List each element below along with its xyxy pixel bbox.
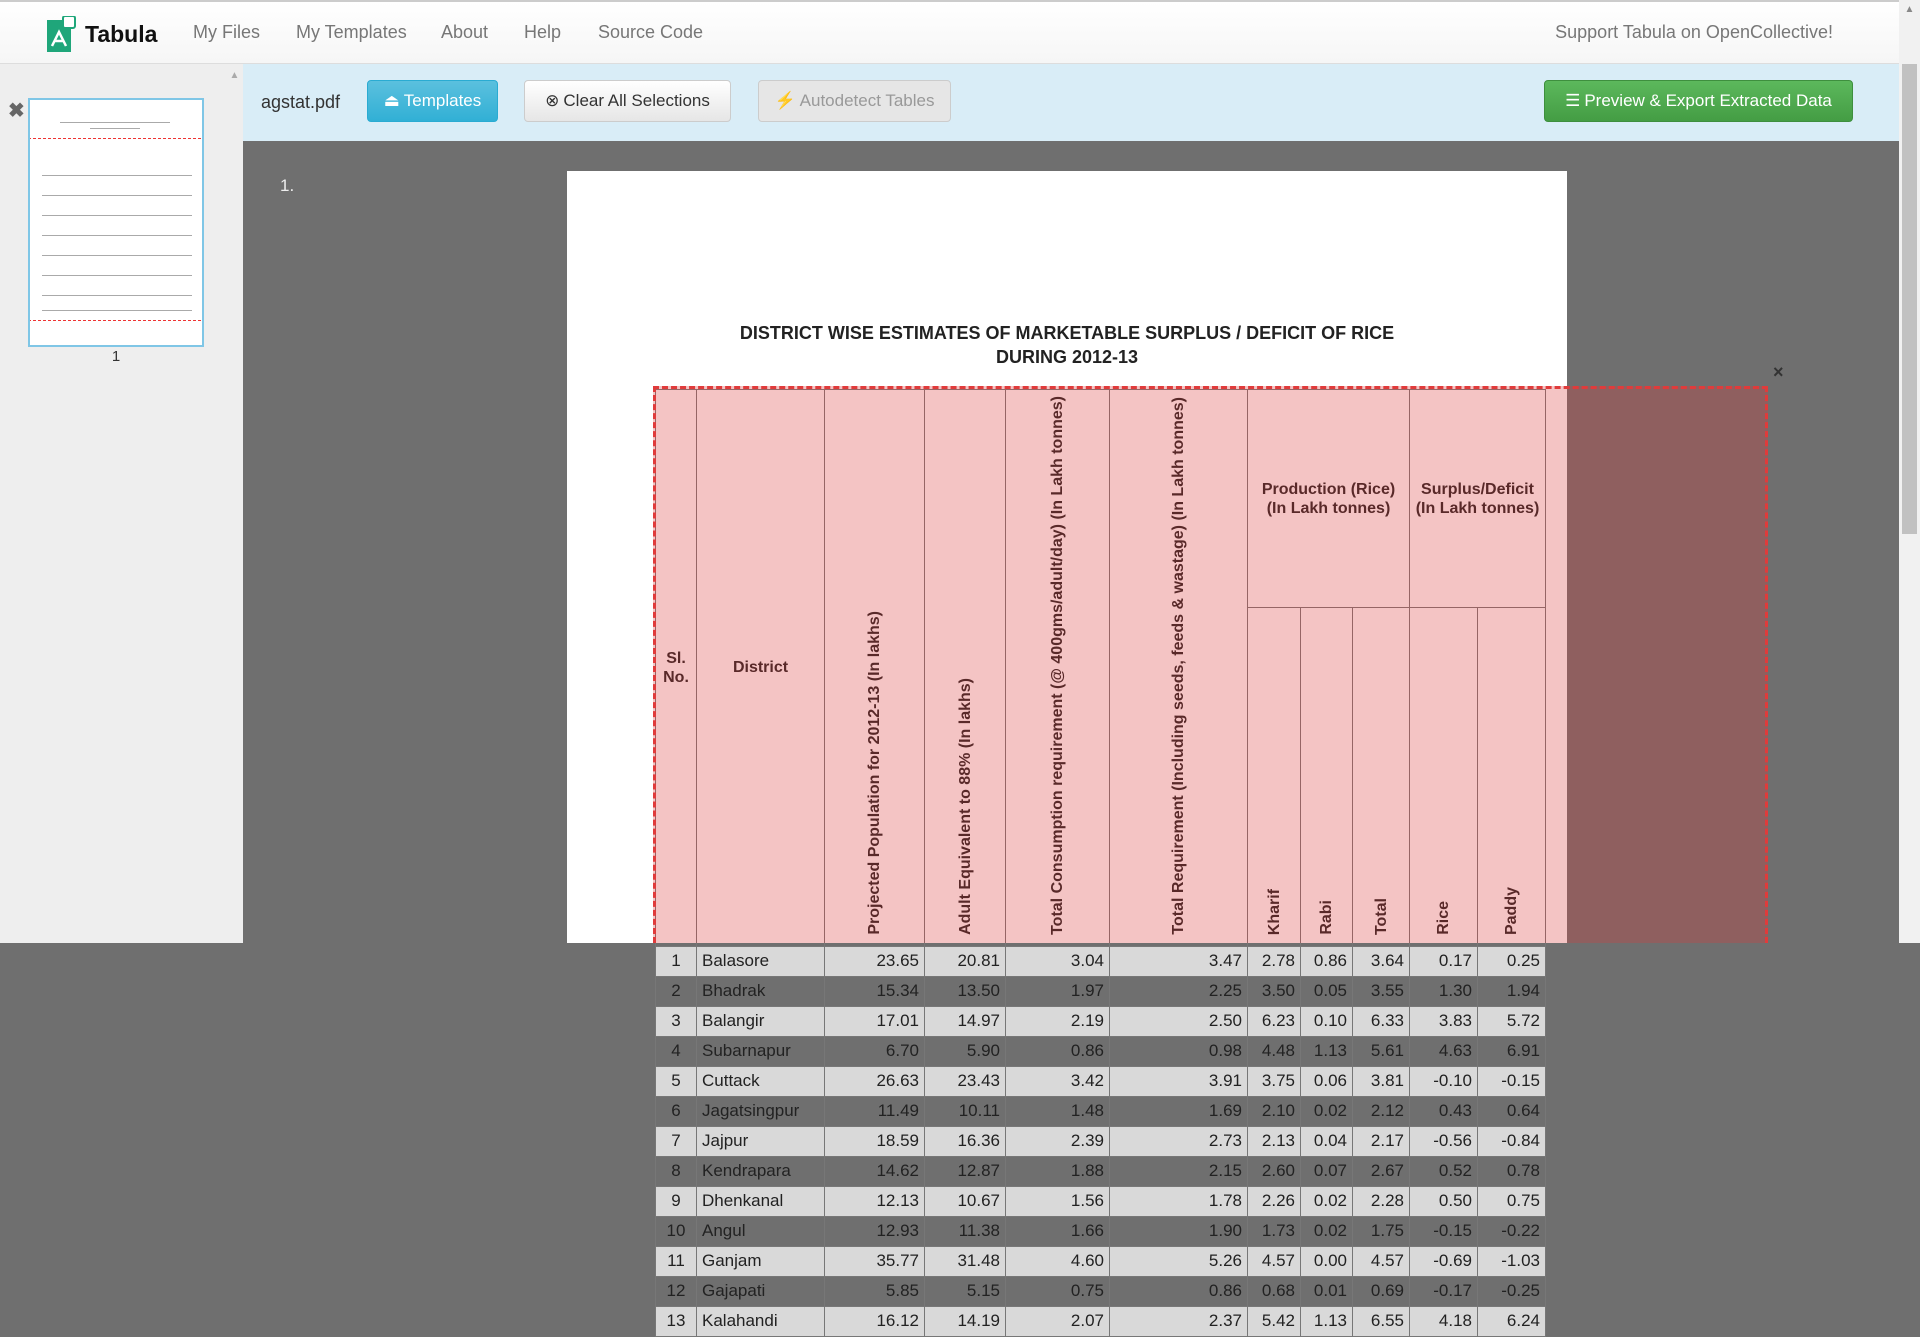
table-cell: -0.25 bbox=[1478, 1276, 1546, 1306]
table-cell: -0.10 bbox=[1410, 1066, 1478, 1096]
table-cell: 0.86 bbox=[1301, 946, 1353, 976]
table-cell: 4.63 bbox=[1410, 1036, 1478, 1066]
table-cell: 0.01 bbox=[1301, 1276, 1353, 1306]
title-line-1: DISTRICT WISE ESTIMATES OF MARKETABLE SURPLUS / DEFICIT OF RICE bbox=[739, 323, 1395, 343]
table-cell: 14.62 bbox=[825, 1156, 925, 1186]
table-cell: 10.67 bbox=[925, 1186, 1006, 1216]
table-cell: 5.42 bbox=[1248, 1306, 1301, 1336]
table-cell: 31.48 bbox=[925, 1246, 1006, 1276]
header-consumption: Total Consumption requirement (@ 400gms/adult/day) (In Lakh tonnes) bbox=[1006, 390, 1110, 947]
table-cell: 1.94 bbox=[1478, 976, 1546, 1006]
table-cell: 5.15 bbox=[925, 1276, 1006, 1306]
preview-export-button[interactable] bbox=[1544, 80, 1853, 122]
table-row bbox=[656, 1156, 1546, 1186]
table-cell: 0.05 bbox=[1301, 976, 1353, 1006]
table-cell: 0.07 bbox=[1301, 1156, 1353, 1186]
table-cell: 4.60 bbox=[1006, 1246, 1110, 1276]
table-cell: -0.69 bbox=[1410, 1246, 1478, 1276]
table-cell: 0.50 bbox=[1410, 1186, 1478, 1216]
thumbnail-page-number: 1 bbox=[111, 348, 121, 365]
navbar bbox=[0, 0, 1899, 64]
table-row bbox=[656, 1006, 1546, 1036]
table-cell: Subarnapur bbox=[697, 1036, 825, 1066]
filename: agstat.pdf bbox=[261, 92, 341, 112]
table-cell: 0.06 bbox=[1301, 1066, 1353, 1096]
support-link[interactable]: Support Tabula on OpenCollective! bbox=[1555, 22, 1833, 42]
table-cell: 1.75 bbox=[1353, 1216, 1410, 1246]
table-cell: 4.18 bbox=[1410, 1306, 1478, 1336]
table-cell: 2.50 bbox=[1110, 1006, 1248, 1036]
table-row bbox=[656, 976, 1546, 1006]
table-cell: 10 bbox=[656, 1216, 697, 1246]
table-cell: Kendrapara bbox=[697, 1156, 825, 1186]
table-cell: Dhenkanal bbox=[697, 1186, 825, 1216]
table-cell: 14.19 bbox=[925, 1306, 1006, 1336]
table-cell: 1.66 bbox=[1006, 1216, 1110, 1246]
table-cell: Jagatsingpur bbox=[697, 1096, 825, 1126]
table-cell: 11 bbox=[656, 1246, 697, 1276]
table-cell: 2.25 bbox=[1110, 976, 1248, 1006]
title-line-2: DURING 2012-13 bbox=[995, 347, 1139, 367]
table-cell: 3.50 bbox=[1248, 976, 1301, 1006]
table-cell: 11.49 bbox=[825, 1096, 925, 1126]
scroll-up-icon[interactable]: ▲ bbox=[1904, 4, 1915, 15]
table-cell: 0.69 bbox=[1353, 1276, 1410, 1306]
table-cell: 0.75 bbox=[1006, 1276, 1110, 1306]
table-cell: 6.55 bbox=[1353, 1306, 1410, 1336]
nav-my-files[interactable]: My Files bbox=[193, 22, 260, 42]
table-cell: 2.78 bbox=[1248, 946, 1301, 976]
clear-label: Clear All Selections bbox=[563, 91, 710, 110]
table-cell: 26.63 bbox=[825, 1066, 925, 1096]
table-cell: 10.11 bbox=[925, 1096, 1006, 1126]
remove-page-icon[interactable]: ✖ bbox=[8, 100, 25, 122]
table-row bbox=[656, 1036, 1546, 1066]
table-cell: 23.65 bbox=[825, 946, 925, 976]
table-cell: 12.87 bbox=[925, 1156, 1006, 1186]
table-cell: 0.25 bbox=[1478, 946, 1546, 976]
table-cell: 0.52 bbox=[1410, 1156, 1478, 1186]
table-row bbox=[656, 1246, 1546, 1276]
table-cell: 12.93 bbox=[825, 1216, 925, 1246]
table-cell: 4.57 bbox=[1248, 1246, 1301, 1276]
table-cell: 1.73 bbox=[1248, 1216, 1301, 1246]
header-paddy: Paddy bbox=[1478, 608, 1546, 947]
table-cell: 2.12 bbox=[1353, 1096, 1410, 1126]
table-cell: 1.48 bbox=[1006, 1096, 1110, 1126]
table-cell: 0.75 bbox=[1478, 1186, 1546, 1216]
header-kharif: Kharif bbox=[1248, 608, 1301, 947]
table-row bbox=[656, 1216, 1546, 1246]
table-cell: 1.90 bbox=[1110, 1216, 1248, 1246]
table-cell: 2.60 bbox=[1248, 1156, 1301, 1186]
table-cell: Angul bbox=[697, 1216, 825, 1246]
table-cell: 3.81 bbox=[1353, 1066, 1410, 1096]
table-cell: 0.02 bbox=[1301, 1096, 1353, 1126]
nav-about[interactable]: About bbox=[441, 22, 489, 42]
header-rabi: Rabi bbox=[1301, 608, 1353, 947]
table-cell: 12.13 bbox=[825, 1186, 925, 1216]
table-cell: 5.72 bbox=[1478, 1006, 1546, 1036]
table-cell: 9 bbox=[656, 1186, 697, 1216]
table-row bbox=[656, 1126, 1546, 1156]
table-cell: -0.84 bbox=[1478, 1126, 1546, 1156]
table-cell: 2.37 bbox=[1110, 1306, 1248, 1336]
table-row bbox=[656, 946, 1546, 976]
table-cell: Gajapati bbox=[697, 1276, 825, 1306]
table-cell: 3.83 bbox=[1410, 1006, 1478, 1036]
table-cell: 0.02 bbox=[1301, 1186, 1353, 1216]
table-cell: 3.75 bbox=[1248, 1066, 1301, 1096]
table-cell: 1.69 bbox=[1110, 1096, 1248, 1126]
table-cell: 2.67 bbox=[1353, 1156, 1410, 1186]
page-scrollbar[interactable] bbox=[1899, 0, 1920, 943]
nav-help[interactable]: Help bbox=[524, 22, 562, 42]
table-cell: 6.24 bbox=[1478, 1306, 1546, 1336]
table-cell: 0.78 bbox=[1478, 1156, 1546, 1186]
table-cell: -0.15 bbox=[1478, 1066, 1546, 1096]
table-cell: 12 bbox=[656, 1276, 697, 1306]
table-cell: 4.57 bbox=[1353, 1246, 1410, 1276]
autodetect-tables-button[interactable] bbox=[758, 80, 951, 122]
table-cell: 0.17 bbox=[1410, 946, 1478, 976]
table-cell: 2.13 bbox=[1248, 1126, 1301, 1156]
table-cell: 2.17 bbox=[1353, 1126, 1410, 1156]
table-cell: 6.70 bbox=[825, 1036, 925, 1066]
table-cell: 1.13 bbox=[1301, 1036, 1353, 1066]
table-cell: 16.36 bbox=[925, 1126, 1006, 1156]
table-row bbox=[656, 1306, 1546, 1336]
table-cell: 0.00 bbox=[1301, 1246, 1353, 1276]
table-cell: 5.26 bbox=[1110, 1246, 1248, 1276]
templates-button[interactable] bbox=[367, 80, 498, 122]
table-cell: 1.97 bbox=[1006, 976, 1110, 1006]
table-cell: Kalahandi bbox=[697, 1306, 825, 1336]
clear-all-selections-button[interactable] bbox=[524, 80, 731, 122]
nav-source-code[interactable]: Source Code bbox=[598, 22, 704, 42]
brand[interactable] bbox=[47, 16, 157, 52]
table-cell: 3 bbox=[656, 1006, 697, 1036]
table-cell: 2 bbox=[656, 976, 697, 1006]
table-cell: 6.33 bbox=[1353, 1006, 1410, 1036]
table-cell: 4.48 bbox=[1248, 1036, 1301, 1066]
table-cell: 3.91 bbox=[1110, 1066, 1248, 1096]
table-cell: 7 bbox=[656, 1126, 697, 1156]
table-cell: 2.26 bbox=[1248, 1186, 1301, 1216]
table-cell: -1.03 bbox=[1478, 1246, 1546, 1276]
table-cell: 35.77 bbox=[825, 1246, 925, 1276]
table-cell: 15.34 bbox=[825, 976, 925, 1006]
table-cell: 18.59 bbox=[825, 1126, 925, 1156]
scrollbar-thumb[interactable] bbox=[1902, 64, 1917, 534]
header-production: Production (Rice) (In Lakh tonnes) bbox=[1248, 390, 1410, 608]
table-cell: 6.91 bbox=[1478, 1036, 1546, 1066]
table-cell: Cuttack bbox=[697, 1066, 825, 1096]
table-cell: 16.12 bbox=[825, 1306, 925, 1336]
table-cell: 11.38 bbox=[925, 1216, 1006, 1246]
table-cell: 0.98 bbox=[1110, 1036, 1248, 1066]
table-cell: 3.04 bbox=[1006, 946, 1110, 976]
tabula-logo-icon bbox=[47, 16, 77, 52]
lightning-icon: ⚡ bbox=[774, 91, 796, 110]
table-cell: 23.43 bbox=[925, 1066, 1006, 1096]
header-sl-no: Sl. No. bbox=[656, 390, 697, 947]
table-cell: 13.50 bbox=[925, 976, 1006, 1006]
table-cell: -0.17 bbox=[1410, 1276, 1478, 1306]
header-population: Projected Population for 2012-13 (In lakhs) bbox=[825, 390, 925, 947]
table-cell: 6 bbox=[656, 1096, 697, 1126]
table-cell: 3.55 bbox=[1353, 976, 1410, 1006]
table-cell: 3.42 bbox=[1006, 1066, 1110, 1096]
table-cell: 0.04 bbox=[1301, 1126, 1353, 1156]
header-adult-equivalent: Adult Equivalent to 88% (In lakhs) bbox=[925, 390, 1006, 947]
table-cell: 5 bbox=[656, 1066, 697, 1096]
table-cell: 2.73 bbox=[1110, 1126, 1248, 1156]
list-icon: ☰ bbox=[1565, 91, 1581, 110]
table-row bbox=[656, 1276, 1546, 1306]
table-cell: 5.61 bbox=[1353, 1036, 1410, 1066]
table-cell: 3.47 bbox=[1110, 946, 1248, 976]
page-number: 1. bbox=[280, 176, 295, 195]
document-title bbox=[567, 321, 1567, 369]
table-row bbox=[656, 1096, 1546, 1126]
table-cell: 5.90 bbox=[925, 1036, 1006, 1066]
table-cell: Balasore bbox=[697, 946, 825, 976]
table-cell: Bhadrak bbox=[697, 976, 825, 1006]
table-cell: 1.30 bbox=[1410, 976, 1478, 1006]
header-district: District bbox=[697, 390, 825, 947]
nav-my-templates[interactable]: My Templates bbox=[296, 22, 407, 42]
table-cell: 1.13 bbox=[1301, 1306, 1353, 1336]
page-thumbnail[interactable] bbox=[28, 98, 204, 347]
table-cell: 17.01 bbox=[825, 1006, 925, 1036]
sidebar-scrollbar[interactable]: ▲ bbox=[226, 64, 243, 943]
header-surplus: Surplus/Deficit (In Lakh tonnes) bbox=[1410, 390, 1546, 608]
table-row bbox=[656, 1066, 1546, 1096]
table-selection[interactable] bbox=[653, 386, 1768, 943]
close-circle-icon: ⊗ bbox=[545, 91, 560, 110]
table-cell: 4 bbox=[656, 1036, 697, 1066]
table-cell: 0.86 bbox=[1006, 1036, 1110, 1066]
table-cell: Balangir bbox=[697, 1006, 825, 1036]
header-requirement: Total Requirement (Including seeds, feeds & wastage) (In Lakh tonnes) bbox=[1110, 390, 1248, 947]
table-cell: 8 bbox=[656, 1156, 697, 1186]
table-cell: 2.15 bbox=[1110, 1156, 1248, 1186]
table-cell: 1.88 bbox=[1006, 1156, 1110, 1186]
table-cell: 0.10 bbox=[1301, 1006, 1353, 1036]
table-cell: 2.19 bbox=[1006, 1006, 1110, 1036]
templates-label: Templates bbox=[403, 91, 482, 110]
header-rice: Rice bbox=[1410, 608, 1478, 947]
export-label: Preview & Export Extracted Data bbox=[1584, 91, 1832, 110]
table-cell: 2.07 bbox=[1006, 1306, 1110, 1336]
table-cell: Ganjam bbox=[697, 1246, 825, 1276]
table-cell: 14.97 bbox=[925, 1006, 1006, 1036]
header-total: Total bbox=[1353, 608, 1410, 947]
toolbar bbox=[243, 64, 1899, 141]
brand-name: Tabula bbox=[85, 20, 158, 47]
table-cell: 0.86 bbox=[1110, 1276, 1248, 1306]
table-cell: 2.10 bbox=[1248, 1096, 1301, 1126]
table-cell: 0.02 bbox=[1301, 1216, 1353, 1246]
table-row bbox=[656, 1186, 1546, 1216]
table-cell: 3.64 bbox=[1353, 946, 1410, 976]
table-cell: -0.15 bbox=[1410, 1216, 1478, 1246]
table-cell: -0.56 bbox=[1410, 1126, 1478, 1156]
table-cell: 0.64 bbox=[1478, 1096, 1546, 1126]
templates-icon: ⏏ bbox=[383, 91, 400, 110]
table-cell: 0.43 bbox=[1410, 1096, 1478, 1126]
table-cell: 1.78 bbox=[1110, 1186, 1248, 1216]
table-cell: -0.22 bbox=[1478, 1216, 1546, 1246]
table-cell: 5.85 bbox=[825, 1276, 925, 1306]
table-cell: 2.28 bbox=[1353, 1186, 1410, 1216]
autodetect-label: Autodetect Tables bbox=[799, 91, 935, 110]
table-cell: 13 bbox=[656, 1306, 697, 1336]
table-cell: 6.23 bbox=[1248, 1006, 1301, 1036]
close-selection-icon[interactable]: × bbox=[1773, 362, 1784, 382]
table-cell: 0.68 bbox=[1248, 1276, 1301, 1306]
table-cell: 20.81 bbox=[925, 946, 1006, 976]
table-cell: 1 bbox=[656, 946, 697, 976]
table-cell: 1.56 bbox=[1006, 1186, 1110, 1216]
table-cell: Jajpur bbox=[697, 1126, 825, 1156]
table-cell: 2.39 bbox=[1006, 1126, 1110, 1156]
